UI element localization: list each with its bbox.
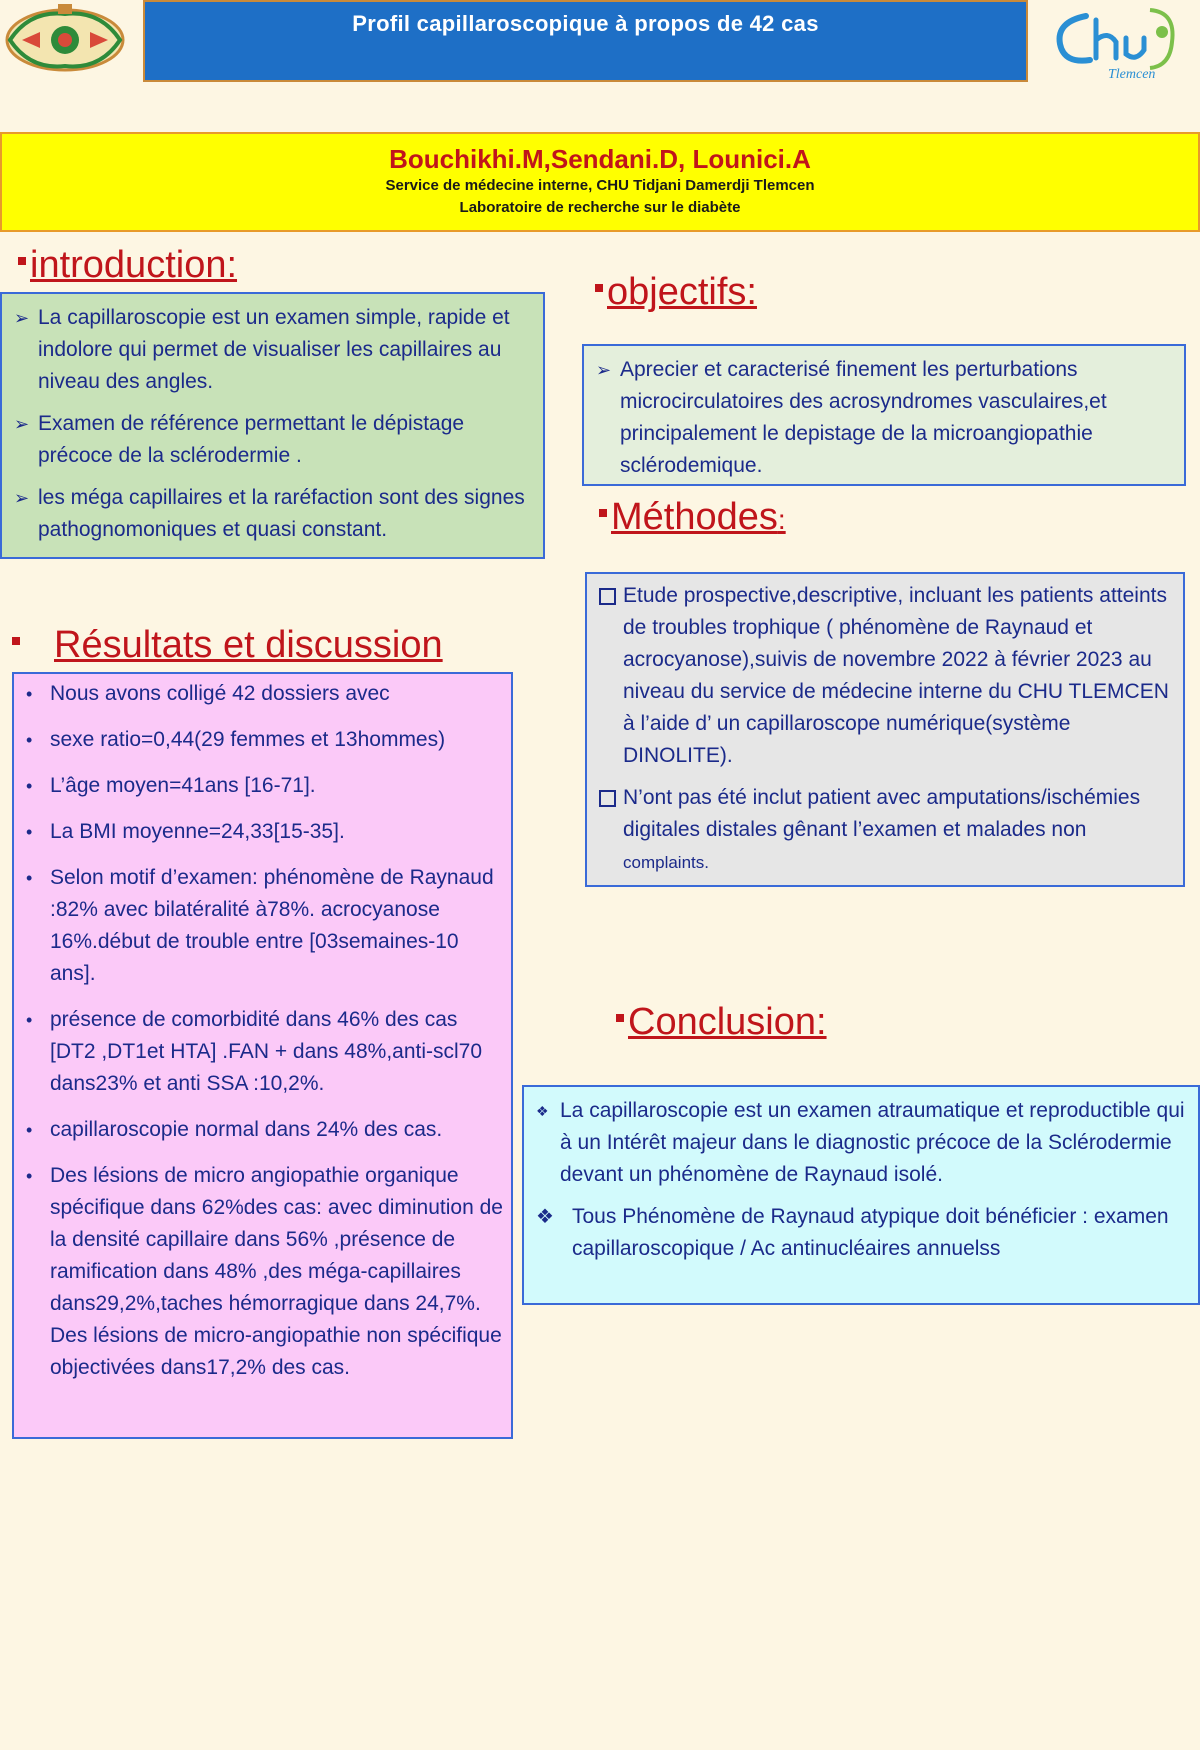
diamond-bullet-icon: ❖ bbox=[536, 1206, 554, 1228]
list-item: N’ont pas été inclut patient avec amputations/ischémies digitales distales gênant l’examen et malades non complaints. bbox=[587, 782, 1177, 879]
methodes-heading: Méthodes: bbox=[599, 498, 786, 536]
introduction-box bbox=[0, 292, 545, 559]
conclusion-box bbox=[522, 1085, 1200, 1305]
list-item: ➢ les méga capillaires et la raréfaction sont des signes pathognomoniques et quasi constant. bbox=[2, 482, 537, 546]
resultats-heading: Résultats et discussion bbox=[12, 626, 443, 664]
diamond-bullet-icon: ❖ bbox=[536, 1103, 549, 1119]
list-item: ➢ La capillaroscopie est un examen simple, rapide et indolore qui permet de visualiser les capillaires au niveau des angles. bbox=[2, 302, 537, 398]
list-item: ❖ Tous Phénomène de Raynaud atypique doit bénéficier : examen capillaroscopique / Ac antinucléaires annuelss bbox=[524, 1201, 1190, 1265]
arrowhead-bullet-icon: ➢ bbox=[14, 308, 30, 328]
arrowhead-bullet-icon: ➢ bbox=[14, 414, 30, 434]
list-item: ➢ Aprecier et caracterisé finement les perturbations microcirculatoires des acrosyndromes vasculaires,et principalement le depistage de la microangiopathie sclérodemique. bbox=[584, 354, 1176, 482]
square-bullet-icon bbox=[599, 509, 607, 517]
square-bullet-icon bbox=[12, 637, 20, 645]
logo-subtext: Tlemcen bbox=[1108, 67, 1156, 82]
chu-tlemcen-logo-icon bbox=[1046, 2, 1182, 82]
list-item: • L’âge moyen=41ans [16-71]. bbox=[14, 770, 503, 802]
dot-bullet-icon: • bbox=[26, 730, 33, 750]
arrowhead-bullet-icon: ➢ bbox=[596, 360, 612, 380]
resultats-box bbox=[12, 672, 513, 1439]
dot-bullet-icon: • bbox=[26, 822, 33, 842]
objectifs-box bbox=[582, 344, 1186, 486]
list-item: • capillaroscopie normal dans 24% des cas. bbox=[14, 1114, 503, 1146]
conclusion-heading: Conclusion: bbox=[616, 1003, 827, 1041]
dot-bullet-icon: • bbox=[26, 1010, 33, 1030]
list-item: Etude prospective,descriptive, incluant les patients atteints de troubles trophique ( phénomène de Raynaud et acrocyanose),suivis de novembre 2022 à février 2023 au niveau du service de médecine interne du CHU TLEMCEN à l’aide d’ un capillaroscope numérique(système DINOLITE). bbox=[587, 580, 1177, 772]
title-bar bbox=[143, 0, 1028, 82]
checkbox-bullet-icon bbox=[599, 580, 616, 615]
dot-bullet-icon: • bbox=[26, 1166, 33, 1186]
author-names: Bouchikhi.M,Sendani.D, Lounici.A bbox=[389, 144, 811, 174]
arrowhead-bullet-icon: ➢ bbox=[14, 488, 30, 508]
list-item: • présence de comorbidité dans 46% des cas [DT2 ,DT1et HTA] .FAN + dans 48%,anti-scl70 dans23% et anti SSA :10,2%. bbox=[14, 1004, 503, 1100]
dot-bullet-icon: • bbox=[26, 684, 33, 704]
university-emblem-icon bbox=[0, 0, 130, 80]
objectifs-heading: objectifs: bbox=[595, 273, 757, 311]
list-item: • La BMI moyenne=24,33[15-35]. bbox=[14, 816, 503, 848]
introduction-heading: introduction: bbox=[18, 246, 237, 284]
checkbox-bullet-icon bbox=[599, 782, 616, 817]
list-item: • Nous avons colligé 42 dossiers avec bbox=[14, 678, 503, 710]
dot-bullet-icon: • bbox=[26, 868, 33, 888]
square-bullet-icon bbox=[595, 284, 603, 292]
list-item: ❖ La capillaroscopie est un examen atraumatique et reproductible qui à un Intérêt majeur dans le diagnostic précoce de la Sclérodermie devant un phénomène de Raynaud isolé. bbox=[524, 1095, 1190, 1191]
list-item: • Selon motif d’examen: phénomène de Raynaud :82% avec bilatéralité à78%. acrocyanose 16%.début de trouble entre [03semaines-10 ans]. bbox=[14, 862, 503, 990]
poster-title: Profil capillaroscopique à propos de 42 cas bbox=[352, 11, 819, 36]
square-bullet-icon bbox=[18, 257, 26, 265]
square-bullet-icon bbox=[616, 1014, 624, 1022]
affiliation-service: Service de médecine interne, CHU Tidjani Damerdji Tlemcen bbox=[385, 177, 815, 194]
methodes-box bbox=[585, 572, 1185, 887]
authors-banner bbox=[0, 132, 1200, 232]
list-item: ➢ Examen de référence permettant le dépistage précoce de la sclérodermie . bbox=[2, 408, 537, 472]
dot-bullet-icon: • bbox=[26, 776, 33, 796]
dot-bullet-icon: • bbox=[26, 1120, 33, 1140]
list-item: • sexe ratio=0,44(29 femmes et 13hommes) bbox=[14, 724, 503, 756]
list-item: • Des lésions de micro angiopathie organique spécifique dans 62%des cas: avec diminution de la densité capillaire dans 56% ,présence de ramification dans 48% ,des méga-capillaires dans29,2%,taches hémorragique dans 24,7%. Des lésions de micro-angiopathie non spécifique objectivées dans17,2% des cas. bbox=[14, 1160, 503, 1384]
affiliation-lab: Laboratoire de recherche sur le diabète bbox=[459, 199, 741, 216]
